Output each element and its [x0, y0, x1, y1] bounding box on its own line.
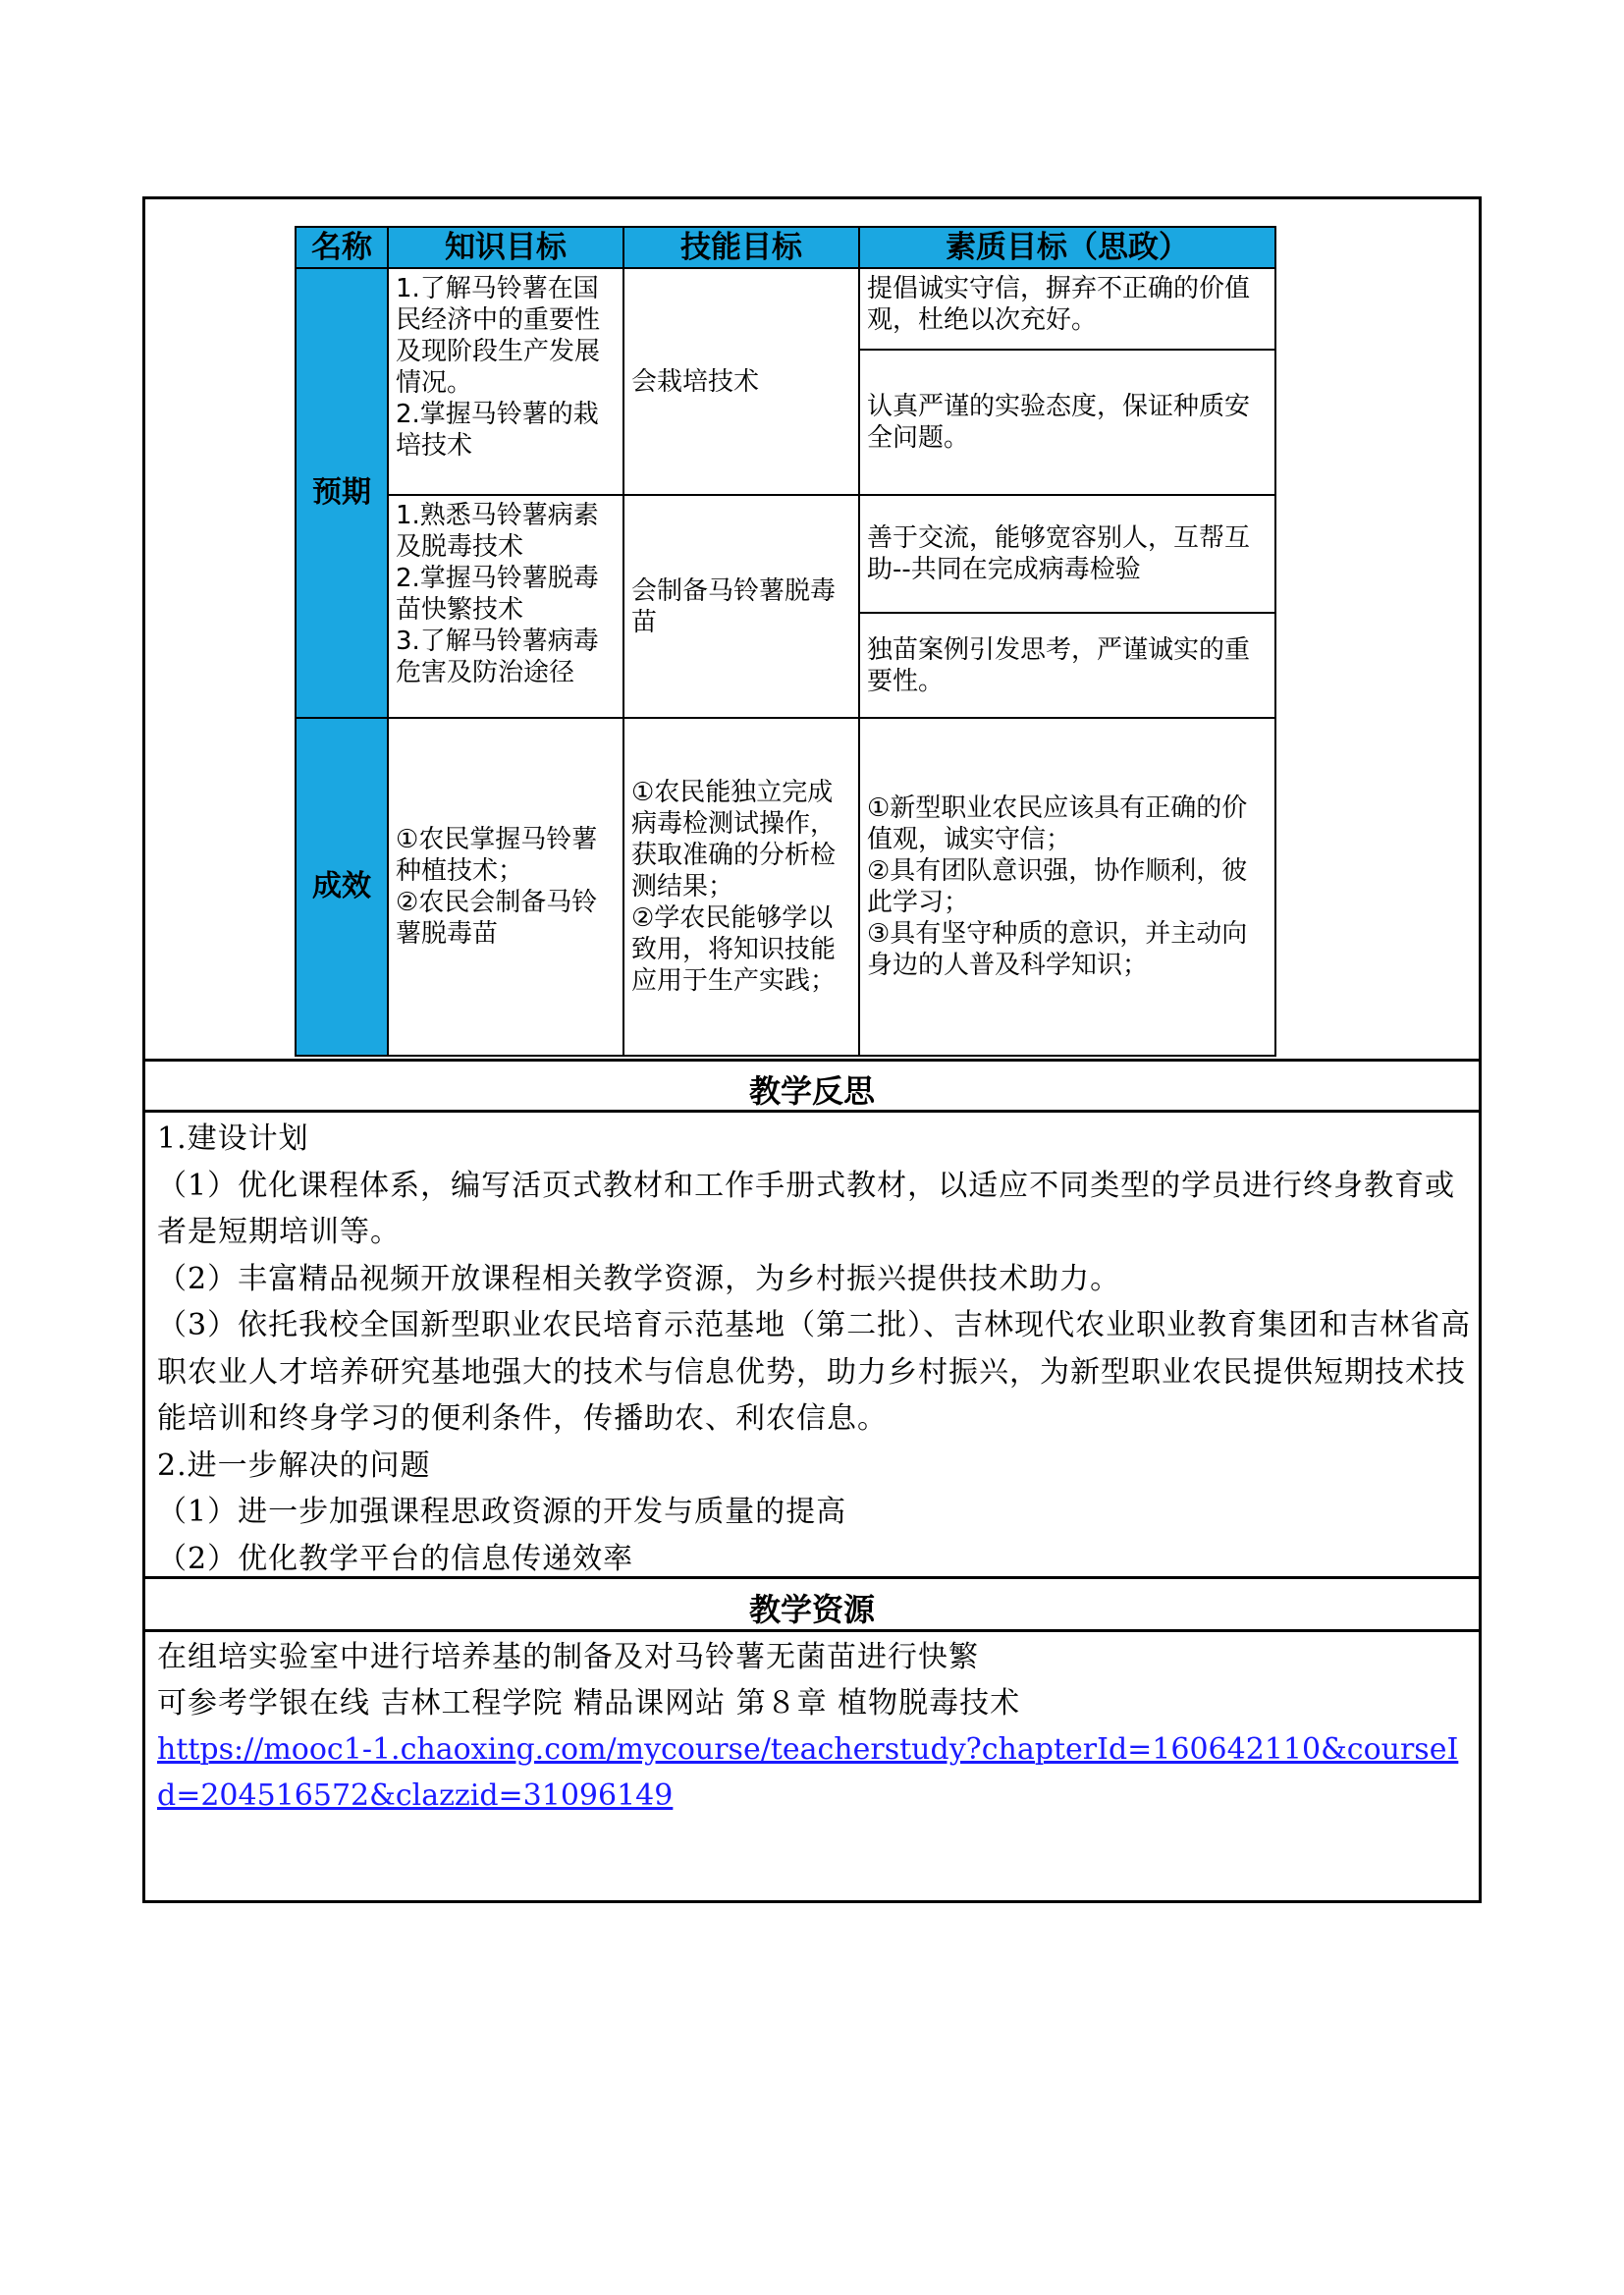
- table-row: [296, 268, 1275, 350]
- skill-cell: 会栽培技术: [623, 268, 859, 495]
- header-knowledge: 知识目标: [388, 227, 623, 268]
- stage-result: 成效: [296, 718, 388, 1056]
- table-row: [296, 495, 1275, 613]
- knowledge-cell: ①农民掌握马铃薯种植技术； ②农民会制备马铃薯脱毒苗: [388, 718, 623, 1056]
- knowledge-cell: 1.了解马铃薯在国民经济中的重要性及现阶段生产发展情况。 2.掌握马铃薯的栽培技术: [388, 268, 623, 495]
- divider-line: [142, 1059, 1482, 1062]
- resource-line: 可参考学银在线 吉林工程学院 精品课网站 第８章 植物脱毒技术: [157, 1686, 1021, 1721]
- quality-cell: 独苗案例引发思考，严谨诚实的重要性。: [859, 613, 1275, 718]
- quality-cell: 提倡诚实守信，摒弃不正确的价值观，杜绝以次充好。: [859, 268, 1275, 350]
- reflection-text: 1.建设计划 （1）优化课程体系，编写活页式教材和工作手册式教材，以适应不同类型的学员进行终身教育或者是短期培训等。 （2）丰富精品视频开放课程相关教学资源，为乡村振兴提供技术助力。 （3）依托我校全国新型职业农民培育示范基地（第二批）、吉林现代农业职业教育集团和吉林省高职农业人才培养研究基地强大的技术与信息优势，助力乡村振兴，为新型职业农民提供短期技术技能培训和终身学习的便利条件，传播助农、利农信息。 2.进一步解决的问题 （1）进一步加强课程思政资源的开发与质量的提高 （2）优化教学平台的信息传递效率: [157, 1121, 1472, 1576]
- goals-table: [295, 226, 1276, 1057]
- resource-line: 在组培实验室中进行培养基的制备及对马铃薯无菌苗进行快繁: [157, 1640, 979, 1674]
- goals-header-row: [296, 227, 1275, 268]
- table-row: [296, 718, 1275, 1056]
- course-link[interactable]: https://mooc1-1.chaoxing.com/mycourse/teacherstudy?chapterId=160642110&courseId=204516572&clazzid=31096149: [157, 1732, 1459, 1813]
- quality-cell: 认真严谨的实验态度，保证种质安全问题。: [859, 350, 1275, 495]
- reflection-title: 教学反思: [748, 1072, 875, 1110]
- skill-cell: 会制备马铃薯脱毒苗: [623, 495, 859, 718]
- stage-expected: 预期: [296, 268, 388, 718]
- header-name: 名称: [296, 227, 388, 268]
- quality-cell: 善于交流，能够宽容别人，互帮互助--共同在完成病毒检验: [859, 495, 1275, 613]
- header-quality: 素质目标（思政）: [859, 227, 1275, 268]
- skill-cell: ①农民能独立完成病毒检测试操作，获取准确的分析检测结果； ②学农民能够学以致用，将知识技能应用于生产实践；: [623, 718, 859, 1056]
- resources-block: [157, 1634, 1473, 1819]
- resources-title: 教学资源: [748, 1591, 875, 1628]
- knowledge-cell: 1.熟悉马铃薯病素及脱毒技术 2.掌握马铃薯脱毒苗快繁技术 3.了解马铃薯病毒危害及防治途径: [388, 495, 623, 718]
- header-skill: 技能目标: [623, 227, 859, 268]
- quality-cell: ①新型职业农民应该具有正确的价值观，诚实守信； ②具有团队意识强，协作顺利，彼此学习； ③具有坚守种质的意识，并主动向身边的人普及科学知识；: [859, 718, 1275, 1056]
